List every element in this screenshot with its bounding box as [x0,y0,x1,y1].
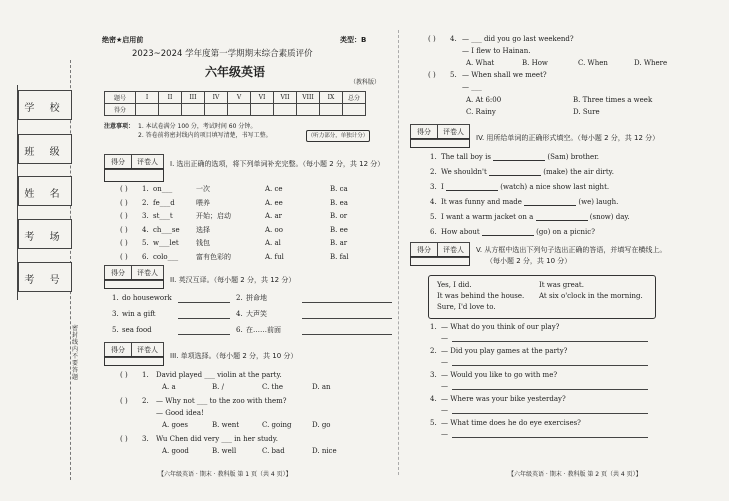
secret-mark: 绝密★启用前 [102,36,144,44]
item-chinese: 开始；启动 [196,212,231,220]
choice-option: C. When [578,59,608,67]
item-number: 5. [450,71,457,79]
answer-blank[interactable] [446,184,498,191]
table-cell: VII [274,92,297,104]
item-stem: — I flew to Hainan. [462,47,531,55]
item-text: 拼命地 [246,294,267,302]
score-entry-box[interactable] [104,279,164,289]
answer-blank[interactable] [489,169,541,176]
section-title: I. 选出正确的选项，将下列单词补充完整。（每小题 2 分，共 12 分） [170,160,385,168]
answer-line[interactable] [452,389,648,390]
sidebar-label: 学 校 [24,103,66,114]
type-label: 类型：B [340,36,367,44]
answer-dash: — [441,382,448,390]
sentence-text: It was funny and made [441,198,525,206]
sidebar-school-box [18,90,72,120]
item-number: 2. [430,168,437,176]
item-chinese: 喂养 [196,198,210,207]
score-input-cell[interactable] [205,104,228,116]
choice-option: B. / [212,383,224,391]
answer-blank[interactable] [524,199,576,206]
notes-tag: （听力部分，单独计分） [306,130,370,142]
score-table [104,91,366,116]
option-b: B. ea [330,198,348,207]
table-cell: 得分 [105,104,136,116]
item-text: do housework [122,294,172,302]
score-input-cell[interactable] [251,104,274,116]
choice-option: D. nice [312,447,337,455]
question-text: — What do you think of our play? [441,323,560,331]
item-chinese: 钱包 [196,239,210,247]
table-cell: 题号 [105,92,136,104]
answer-dash: — [441,334,448,342]
exam-title: 2023~2024 学年度第一学期期末综合素质评价 [132,49,313,59]
section-subtitle: （每小题 2 分，共 10 分） [486,257,572,265]
item-number: 4. [430,198,437,206]
answer-paren[interactable]: ( ) [120,371,128,379]
item-stem: — Why not ___ to the zoo with them? [156,397,287,405]
choice-option: A. What [466,59,495,67]
subject-title: 六年级英语 [205,65,266,79]
item-word: st___t [153,212,173,220]
answer-dash: — [441,358,448,366]
item-stem: — Good idea! [156,409,204,417]
answer-line[interactable] [178,334,230,335]
item-number: 1. [142,185,149,193]
item-number: 5. [430,419,437,427]
fill-sentence [441,169,614,176]
section-title: IV. 用所给单词的正确形式填空。（每小题 2 分，共 12 分） [476,134,660,142]
answer-line[interactable] [302,334,392,335]
item-number: 4. [142,225,149,234]
fill-sentence [441,199,618,206]
section-title: V. 从方框中选出下列句子选出正确的答语，并填写在横线上。 [476,246,667,254]
notes-line: 2. 答卷前将密封线内的项目填写清楚，书写工整。 [138,132,272,139]
grader-label: 评卷人 [137,158,158,166]
answer-line[interactable] [452,413,648,414]
seal-text: 密封线内不要答题 [72,325,79,381]
item-text: sea food [122,326,152,334]
choice-option: C. Rainy [466,108,496,116]
item-word: fe___d [153,198,175,207]
answer-line[interactable] [302,302,392,303]
table-cell: IV [205,92,228,104]
answer-paren[interactable]: ( ) [120,212,128,220]
table-cell: VIII [297,92,320,104]
sentence-text: The tall boy is [441,153,494,161]
item-number: 1. [430,153,437,161]
grader-label: 评卷人 [137,346,158,354]
score-entry-box[interactable] [104,356,164,366]
option-a: A. ce [265,185,283,193]
table-cell: VI [251,92,274,104]
item-number: 1. [430,323,437,331]
answer-option: It was great. [539,281,584,289]
item-number: 3. [112,310,119,318]
choice-option: C. going [262,421,292,429]
choice-option: B. well [212,447,237,455]
table-cell: III [182,92,205,104]
answer-option: Sure, I'd love to. [437,303,496,311]
choice-option: A. goes [162,421,188,429]
option-a: A. al [265,239,281,247]
score-label: 得分 [111,269,125,277]
choice-option: A. At 6:00 [466,96,502,104]
option-a: A. ful [265,252,284,261]
answer-line[interactable] [452,341,648,342]
table-cell: II [159,92,182,104]
sentence-text: (make) the air dirty. [541,168,614,176]
answer-option: It was behind the house. [437,292,525,300]
score-input-cell[interactable] [136,104,159,116]
answer-paren[interactable]: ( ) [120,185,128,193]
answer-dash: — [441,406,448,414]
item-number: 4. [430,395,437,403]
item-word: on___ [153,185,173,193]
answer-blank[interactable] [536,214,588,221]
sidebar-label: 班 级 [24,147,66,158]
choice-option: A. good [162,447,189,455]
fill-sentence [441,214,630,221]
score-label: 得分 [111,346,125,354]
answer-paren[interactable]: ( ) [428,71,436,79]
item-number: 6. [236,326,243,334]
grader-label: 评卷人 [137,269,158,277]
sidebar-label: 姓 名 [24,189,66,200]
grader-label: 评卷人 [443,246,464,254]
answer-paren[interactable]: ( ) [120,198,128,207]
item-number: 1. [142,371,149,379]
answer-option: At six o'clock in the morning. [539,292,643,300]
score-entry-box[interactable] [104,168,164,182]
sentence-text: (watch) a nice show last night. [498,183,610,191]
item-number: 3. [430,183,437,191]
item-number: 4. [236,310,243,318]
fold-line [398,30,399,475]
item-number: 2. [430,347,437,355]
sentence-text: (snow) day. [587,213,630,221]
answer-option: Yes, I did. [437,281,472,289]
choice-option: B. went [212,421,240,429]
score-label: 得分 [417,246,431,254]
item-chinese: 一次 [196,185,210,193]
item-number: 1. [112,294,119,302]
item-number: 5. [430,213,437,221]
sentence-text: I want a warm jacket on a [441,213,536,221]
score-input-cell[interactable] [228,104,251,116]
choice-option: C. bad [262,447,285,455]
answer-line[interactable] [302,318,392,319]
item-number: 5. [142,239,149,247]
item-text: 大声笑 [246,310,267,318]
choice-option: A. a [162,383,176,391]
answer-options-box [428,275,656,319]
item-chinese: 富有色彩的 [196,252,231,261]
score-label: 得分 [111,158,125,166]
edition-label: （教科版） [350,79,381,86]
answer-dash: — [441,430,448,438]
table-cell: IX [320,92,343,104]
item-word: colo___ [153,252,179,261]
item-stem: — ___ [462,83,482,91]
sentence-text: (go) on a picnic? [533,228,595,236]
answer-paren[interactable]: ( ) [120,397,128,405]
answer-paren[interactable]: ( ) [120,252,128,261]
sidebar-label: 考 号 [24,275,66,286]
sidebar-room-box [18,219,72,249]
score-input-cell[interactable] [182,104,205,116]
sentence-text: I [441,183,446,191]
fill-sentence [441,154,599,161]
section-title: II. 英汉互译。（每小题 2 分，共 12 分） [170,276,296,284]
choice-option: D. an [312,383,331,391]
item-number: 3. [430,371,437,379]
choice-option: D. Sure [573,108,600,116]
item-number: 2. [142,397,149,405]
item-chinese: 选择 [196,225,210,234]
answer-blank[interactable] [482,229,534,236]
sentence-text: (Sam) brother. [545,153,599,161]
option-b: B. ar [330,239,348,247]
item-number: 2. [236,294,243,302]
score-label: 得分 [417,128,431,136]
item-word: w___let [153,239,179,247]
option-b: B. fal [330,252,349,261]
item-number: 2. [142,198,149,207]
score-input-cell[interactable] [159,104,182,116]
table-cell: V [228,92,251,104]
choice-option: B. Three times a week [573,96,653,104]
score-input-cell[interactable] [297,104,320,116]
item-number: 4. [450,35,457,43]
sentence-text: How about [441,228,482,236]
section-title: III. 单项选择。（每小题 2 分，共 10 分） [170,352,298,360]
choice-option: D. Where [634,59,668,67]
option-a: A. ar [265,212,283,220]
item-number: 6. [142,252,149,261]
grader-label: 评卷人 [443,128,464,136]
sidebar-name-box [18,176,72,206]
sidebar-id-box [18,262,72,292]
sentence-text: (we) laugh. [576,198,619,206]
item-text: win a gift [122,310,156,318]
item-stem: Wu Chen did very ___ in her study. [156,435,278,443]
score-entry-box[interactable] [410,256,470,266]
item-number: 5. [112,326,119,334]
sidebar-label: 考 场 [24,232,66,243]
question-text: — Would you like to go with me? [441,371,558,379]
notes-line: 1. 本试卷满分 100 分，考试时间 60 分钟。 [138,123,257,130]
answer-paren[interactable]: ( ) [120,239,128,247]
answer-line[interactable] [178,318,230,319]
choice-option: B. How [522,59,548,67]
question-text: — Where was your bike yesterday? [441,395,566,403]
item-text: 在……前面 [246,326,281,334]
footer-right: 【六年级英语 · 期末 · 教科版 第 2 页（共 4 页）】 [508,471,642,478]
answer-paren[interactable]: ( ) [120,225,128,234]
item-number: 3. [142,435,149,443]
item-stem: David played ___ violin at the party. [156,371,282,379]
choice-option: D. go [312,421,331,429]
item-word: ch___se [153,225,180,234]
answer-line[interactable] [452,437,648,438]
option-b: B. ca [330,185,348,193]
item-number: 6. [430,228,437,236]
option-b: B. or [330,212,348,220]
item-stem: — ___ did you go last weekend? [462,35,574,43]
option-b: B. ee [330,225,348,234]
sentence-text: We shouldn't [441,168,490,176]
fill-sentence [441,184,609,191]
answer-paren[interactable]: ( ) [428,35,436,43]
answer-paren[interactable]: ( ) [120,435,128,443]
score-entry-box[interactable] [410,138,470,148]
option-a: A. ee [265,198,283,207]
score-input-cell[interactable] [274,104,297,116]
question-text: — Did you play games at the party? [441,347,568,355]
notes-label: 注意事项： [104,123,135,130]
question-text: — What time does he do eye exercises? [441,419,581,427]
choice-option: C. the [262,383,284,391]
item-stem: — When shall we meet? [462,71,547,79]
table-cell: 总分 [343,92,366,104]
footer-left: 【六年级英语 · 期末 · 教科版 第 1 页（共 4 页）】 [158,471,292,478]
answer-line[interactable] [178,302,230,303]
score-input-cell[interactable] [343,104,366,116]
answer-blank[interactable] [493,154,545,161]
answer-line[interactable] [452,365,648,366]
sidebar-class-box [18,134,72,164]
option-a: A. oo [265,225,283,234]
table-cell: I [136,92,159,104]
fill-sentence [441,229,595,236]
score-input-cell[interactable] [320,104,343,116]
item-number: 3. [142,212,149,220]
